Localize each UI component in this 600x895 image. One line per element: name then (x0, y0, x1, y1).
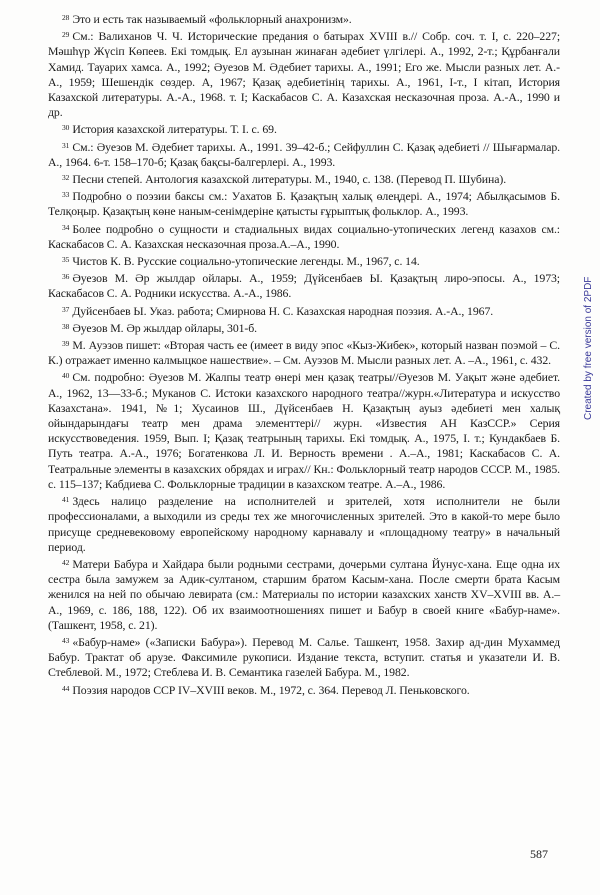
footnote-text: Более подробно о сущности и стадиальных видах социально-утопических легенд казахов см.: Каскабасов С. А. Казахская несказочная проза.А.–А., 1990. (48, 221, 560, 251)
footnote-text: Поэзия народов ССР IV–XVIII веков. М., 1972, с. 364. Перевод Л. Пеньковского. (72, 682, 470, 697)
footnote-number: 37 (62, 304, 70, 314)
footnote-number: 35 (62, 255, 70, 265)
footnotes-list (48, 10, 560, 698)
footnote-41 (48, 492, 560, 555)
footnote-text: «Бабур-наме» («Записки Бабура»). Перевод М. Салье. Ташкент, 1958. Захир ад-дин Мухаммед Бабур. Трактат об арузе. Факсимиле рукописи. Издание текста, вступит. статья и указатели И. В. Стеблевой. М., 1972; Стеблева И. В. Семантика газелей Бабура. М., 1982. (48, 634, 560, 680)
footnote-text: Песни степей. Антология казахской литературы. М., 1940, с. 138. (Перевод П. Шубина). (72, 172, 507, 187)
footnote-44 (48, 681, 560, 698)
footnote-36 (48, 269, 560, 301)
footnote-number: 29 (62, 30, 70, 40)
footnote-42 (48, 555, 560, 633)
footnote-number: 44 (62, 683, 70, 693)
footnote-number: 33 (62, 190, 70, 200)
footnote-29 (48, 27, 560, 120)
footnote-39 (48, 336, 560, 368)
footnote-text: М. Ауэзов пишет: «Вторая часть ее (имеет в виду эпос «Кыз-Жибек», который назван поэмой – С. К.) отражает именно калмыцкое нашествие». – См. Ауэзов М. Мысли разных лет. А. –А., 1961, с. 432. (48, 338, 560, 368)
footnote-number: 40 (62, 371, 70, 381)
footnote-number: 39 (62, 339, 70, 349)
footnote-number: 36 (62, 272, 70, 282)
footnote-text: Әуезов М. Әр жылдар ойлары, 301-б. (72, 320, 258, 335)
footnote-text: Чистов К. В. Русские социально-утопические легенды. М., 1967, с. 14. (72, 254, 420, 269)
footnote-text: См.: Валиханов Ч. Ч. Исторические предания о батырах XVIII в.// Собр. соч. т. I, с. 220–227; Мәшһүр Жүсіп Көпеев. Екі томдық. Ел аузынан жинаған әдебиет үлгілері. А., 1992, 2-т.; Құрбанғали Хамид. Тауарих хамса. А., 1992; Әуезов М. Әдебиет тарихы. А., 1991; Его же. Мысли разных лет. А.-А., 1959; Шешендік сөздер. А, 1967; Қазақ әдебиетінің тарихы. А., 1961, І-т., І кітап, История Казахской литературы. А.-А., 1968. т. I; Каскабасов С. А. Казахская несказочная проза. А.-А., 1990 и др. (48, 29, 560, 120)
footnote-text: Әуезов М. Әр жылдар ойлары. А., 1959; Дүйсенбаев Ы. Қазақтың лиро-эпосы. А., 1973; Каскабасов С. А. Родники искусства. А.-А., 1986. (48, 271, 560, 301)
footnote-text: Матери Бабура и Хайдара были родными сестрами, дочерьми султана Йунус-хана. Еще одна их сестра была замужем за Адик-султаном, старшим братом Касым-хана. После смерти брата Касым женился на ней по обычаю левирата (см.: Материалы по истории казахских ханств XV–XVIII вв. А.–А., 1969, с. 186, 188, 122). Об их взаимоотношениях пишет и Бабур в своей книге «Бабур-наме». (Ташкент, 1958, с. 21). (48, 556, 560, 632)
footnote-number: 32 (62, 173, 70, 183)
footnote-number: 43 (62, 635, 70, 645)
footnote-number: 41 (62, 495, 70, 505)
footnote-text: Подробно о поэзии баксы см.: Уахатов Б. Қазақтың халық өлеңдері. А., 1974; Абылқасымов Б. Телқоңыр. Қазақтың көне наным-сенімдеріне қатысты ғұрыптық фольклор. А., 1993. (48, 189, 560, 219)
footnote-number: 31 (62, 140, 70, 150)
footnote-35 (48, 252, 560, 269)
footnote-number: 42 (62, 557, 70, 567)
footnote-30 (48, 120, 560, 137)
footnote-text: См.: Әуезов М. Әдебиет тарихы. А., 1991. 39–42-б.; Сейфуллин С. Қазақ әдебиеті // Шығармалар. А., 1964. 6-т. 158–170-б; Қазақ бақсы-балгерлері. А., 1993. (48, 139, 560, 169)
footnote-28 (48, 10, 560, 27)
footnote-37 (48, 302, 560, 319)
footnote-43 (48, 633, 560, 681)
footnote-33 (48, 187, 560, 219)
footnote-34 (48, 220, 560, 252)
footnote-32 (48, 170, 560, 187)
footnote-number: 28 (62, 13, 70, 22)
footnote-text: См. подробно: Әуезов М. Жалпы театр өнері мен қазақ театры//Әуезов М. Уақыт және әдебиет. А., 1962, 13—33-б.; Муканов С. Истоки казахского народного театра//журн.«Литература и искусство Казахстана». 1941, №1; Хусаинов Ш., Дүйсенбаев Н. Қазақтың ауыз әдебиеті мен халық ойындарындағы театр мен драма элементтері// журн. «Известия АН КазССР.» Серия искусствоведения. 1959, Вып. I; Қазақ театрының тарихы. Екі томдық. А., 1975, I. т.; Кундакбаев Б. Путь театра. А.-А., 1976; Богатенкова Л. И. Верность времени . А.–А., 1981; Каскабасов С. А. Театральные элементы в казахских обрядах и играх// Кн.: Фольклорный театр народов СССР. М., 1985. с. 115–137; Кабдиева С. Фольклорные традиции в казахском театре. А.–А., 1986. (48, 370, 560, 491)
footnote-38 (48, 319, 560, 336)
footnote-text: Это и есть так называемый «фольклорный анахронизм». (72, 12, 352, 26)
footnote-40 (48, 368, 560, 492)
footnote-number: 38 (62, 321, 70, 331)
footnote-text: Здесь налицо разделение на исполнителей и зрителей, хотя исполнители не были профессионалами, а выходили из среды тех же многочисленных зрителей. Это в какой-то мере было присуще средневековому европейскому народному карнавалу и «площадному театру» в начальный период. (48, 494, 560, 554)
page-number: 587 (530, 847, 548, 861)
footnote-31 (48, 138, 560, 170)
footnote-text: Дуйсенбаев Ы. Указ. работа; Смирнова Н. С. Казахская народная поэзия. А.-А., 1967. (72, 303, 494, 318)
footnote-text: История казахской литературы. Т. I. с. 69. (72, 122, 277, 137)
footnote-number: 30 (62, 123, 70, 133)
pdf-watermark: Created by free version of 2PDF (583, 276, 594, 420)
footnote-number: 34 (62, 222, 70, 232)
